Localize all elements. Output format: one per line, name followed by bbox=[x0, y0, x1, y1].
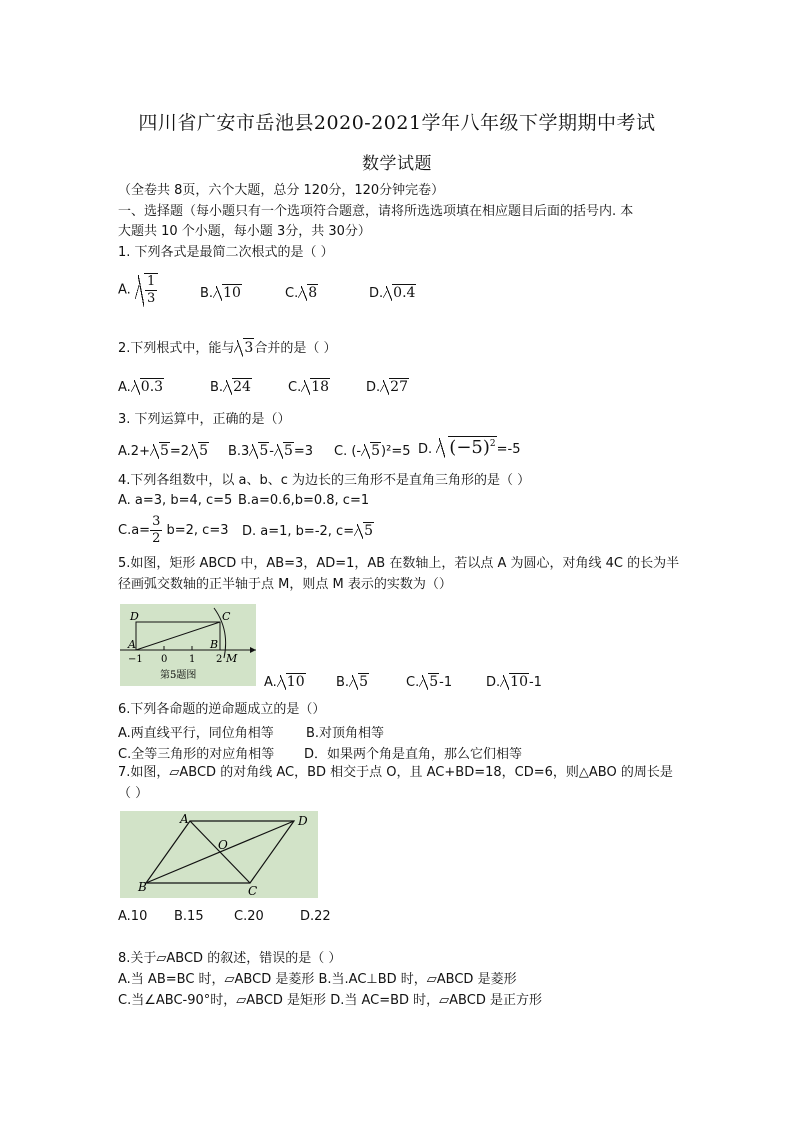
q5-option-a: A. 10 bbox=[264, 674, 305, 690]
label-a: A bbox=[180, 812, 189, 826]
q2-option-b: B. 24 bbox=[210, 379, 251, 395]
q5-option-d: D. 10-1 bbox=[486, 674, 542, 690]
section-heading-line2: 大题共 10 个小题，每小题 3分，共 30分） bbox=[118, 224, 371, 239]
tick-label-2: 2 bbox=[216, 654, 223, 665]
label-b: B bbox=[138, 880, 147, 894]
q4-option-c: C.a= $\frac{3}{2}$ b=2, c=3 bbox=[118, 514, 229, 546]
label-d: D bbox=[298, 814, 308, 828]
q4-option-a: A. a=3, b=4, c=5 bbox=[118, 493, 233, 508]
q7-parallelogram-diagram bbox=[120, 811, 318, 898]
label-c: C bbox=[248, 884, 258, 898]
q1-option-b: B. 10 bbox=[200, 285, 241, 301]
q3-stem: 3. 下列运算中，正确的是（） bbox=[118, 412, 291, 427]
q4-option-d: D. a=1, b=-2, c= 5 bbox=[242, 523, 374, 539]
q7-figure bbox=[120, 811, 318, 898]
q6-option-c: C.全等三角形的对应角相等 bbox=[118, 747, 275, 762]
section-heading-line1: 一、选择题（每小题只有一个选项符合题意，请将所选选项填在相应题目后面的括号内. 本 bbox=[118, 204, 634, 219]
label-b: B bbox=[210, 638, 219, 651]
label-o: O bbox=[218, 838, 228, 852]
q5-stem-line2: 径画弧交数轴的正半轴于点 M，则点 M 表示的实数为（） bbox=[118, 577, 452, 592]
q4-stem: 4.下列各组数中，以 a、b、c 为边长的三角形不是直角三角形的是（ ） bbox=[118, 473, 531, 488]
tick-label-0: 0 bbox=[161, 654, 168, 665]
q7-option-c: C.20 bbox=[234, 909, 264, 924]
q2-option-a: A. 0.3 bbox=[118, 379, 164, 395]
q6-stem: 6.下列各命题的逆命题成立的是（） bbox=[118, 702, 326, 717]
q7-stem-line2: （ ） bbox=[118, 786, 149, 801]
q8-options-line1: A.当 AB=BC 时，▱ABCD 是菱形 B.当.AC⊥BD 时，▱ABCD 是菱形 bbox=[118, 972, 517, 987]
q1-option-d: D. 0.4 bbox=[369, 285, 416, 301]
q1-stem: 1. 下列各式是最简二次根式的是（ ） bbox=[118, 245, 334, 260]
q4-option-b: B.a=0.6,b=0.8, c=1 bbox=[238, 493, 370, 508]
label-c: C bbox=[222, 610, 231, 623]
tick-label-1: 1 bbox=[189, 654, 196, 665]
q7-option-d: D.22 bbox=[300, 909, 331, 924]
q5-figure bbox=[120, 604, 256, 686]
label-a: A bbox=[128, 638, 136, 651]
q8-stem: 8.关于▱ABCD 的叙述，错误的是（ ） bbox=[118, 951, 342, 966]
q3-option-b: B.3 5- 5=3 bbox=[228, 443, 314, 459]
q7-option-a: A.10 bbox=[118, 909, 148, 924]
q3-option-a: A.2+ 5=2 5 bbox=[118, 443, 208, 459]
q2-stem: 2.下列根式中，能与 3合并的是（ ） bbox=[118, 340, 337, 356]
exam-subtitle: 数学试题 bbox=[362, 154, 432, 174]
q3-option-d: D. $(-5)^2=-5$ bbox=[418, 437, 521, 458]
label-d: D bbox=[130, 610, 139, 623]
exam-title: 四川省广安市岳池县2020-2021学年八年级下学期期中考试 bbox=[138, 112, 656, 134]
q2-option-d: D. 27 bbox=[366, 379, 408, 395]
q6-option-b: B.对顶角相等 bbox=[306, 726, 385, 741]
q7-stem-line1: 7.如图，▱ABCD 的对角线 AC，BD 相交于点 O，且 AC+BD=18，CD=6，则△ABO 的周长是 bbox=[118, 765, 673, 780]
tick-label-neg1: −1 bbox=[128, 654, 143, 665]
q2-option-c: C. 18 bbox=[288, 379, 330, 395]
q5-number-line-diagram bbox=[120, 604, 256, 686]
exam-note: （全卷共 8页，六个大题，总分 120分，120分钟完卷） bbox=[118, 183, 445, 198]
q1-option-a: A. $\frac{1}{3}$ bbox=[118, 273, 158, 307]
q5-option-c: C. 5-1 bbox=[406, 674, 453, 690]
q3-option-c: C. (- 5)²=5 bbox=[334, 443, 411, 459]
q7-option-b: B.15 bbox=[174, 909, 204, 924]
q5-option-b: B. 5 bbox=[336, 674, 368, 690]
axis-arrow bbox=[250, 647, 256, 653]
q8-options-line2: C.当∠ABC-90°时，▱ABCD 是矩形 D.当 AC=BD 时，▱ABCD 是正方形 bbox=[118, 993, 542, 1008]
q6-option-d: D．如果两个角是直角，那么它们相等 bbox=[304, 747, 523, 762]
q6-option-a: A.两直线平行，同位角相等 bbox=[118, 726, 274, 741]
diagonal-ac bbox=[136, 622, 220, 650]
q5-stem-line1: 5.如图，矩形 ABCD 中，AB=3，AD=1，AB 在数轴上，若以点 A 为圆心，对角线 4C 的长为半 bbox=[118, 556, 680, 571]
q1-option-c: C. 8 bbox=[285, 285, 318, 301]
q1-a-sqrt: $\frac{1}{3}$ bbox=[135, 273, 158, 307]
figure-caption: 第5题图 bbox=[160, 670, 197, 681]
label-m: M bbox=[226, 652, 238, 665]
